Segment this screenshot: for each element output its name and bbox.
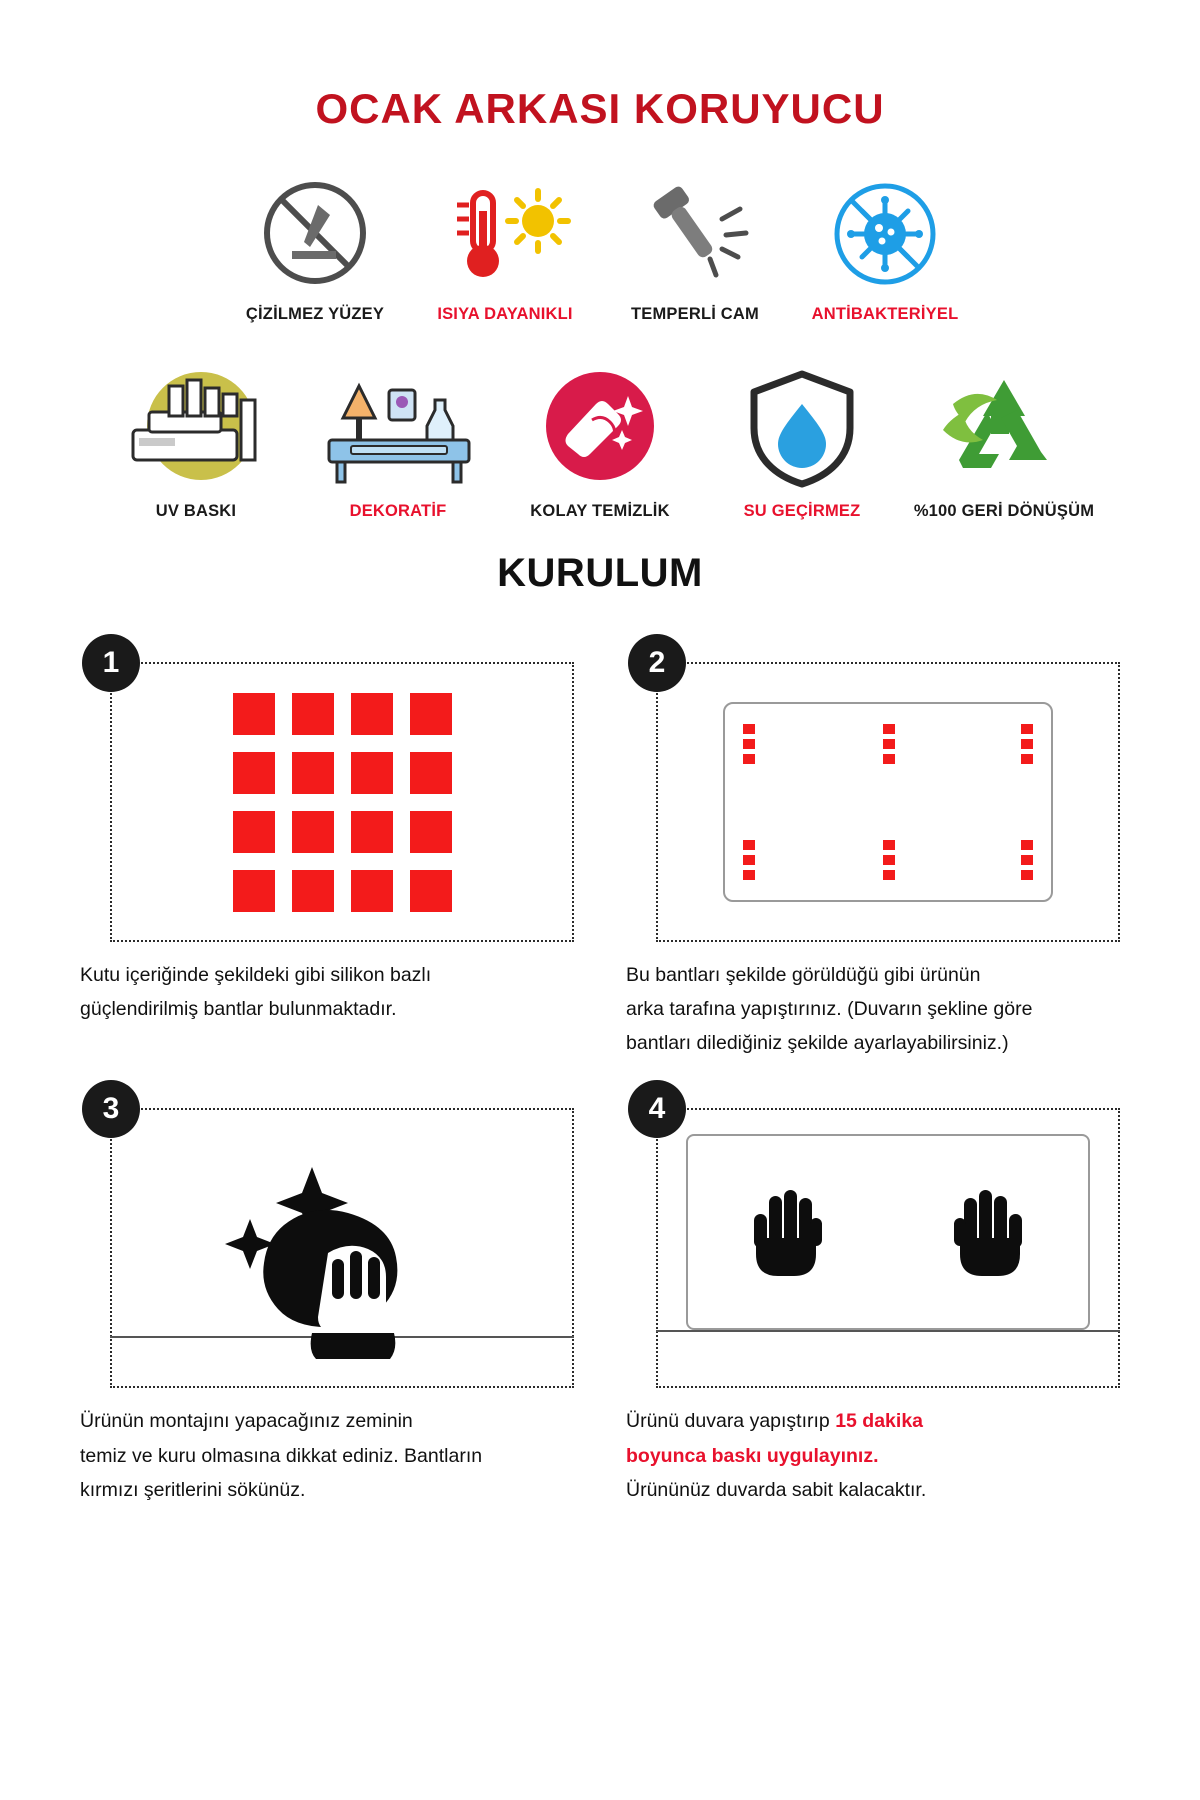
right-hand-icon [952,1184,1026,1280]
step-text-line: arka tarafına yapıştırınız. (Duvarın şekline göre [626,998,1033,1021]
floor-line [656,1330,1120,1332]
feature-label: SU GEÇİRMEZ [743,502,861,520]
feature-tempered-glass [605,175,785,324]
feature-label: DEKORATİF [349,502,447,520]
step-number-badge: 3 [82,1080,140,1138]
decorative-table-icon [311,364,486,492]
step-2 [626,636,1120,1060]
easy-clean-icon [530,364,670,492]
panel-back-tapes-illustration [723,702,1053,902]
step-4-text [626,1404,1120,1506]
step-text-line [626,1404,1120,1438]
step-text-line: güçlendirilmiş bantlar bulunmaktadır. [80,998,397,1021]
step-2-text [626,958,1120,1060]
feature-heat-resistant [415,175,595,324]
step-1 [80,636,574,1060]
installation-steps [80,636,1120,1507]
feature-label: ISIYA DAYANIKLI [437,305,573,323]
feature-label: ANTİBAKTERİYEL [811,305,959,323]
feature-label: KOLAY TEMİZLİK [530,502,670,520]
press-hands-on-wall-illustration [686,1134,1090,1330]
feature-waterproof [704,364,900,521]
step-number-badge: 1 [82,634,140,692]
uv-printer-icon [109,364,284,492]
step-2-illustration [656,662,1120,942]
feature-row-2 [0,364,1200,521]
feature-easy-clean [502,364,698,521]
section-title: KURULUM [497,551,703,595]
step-text-line: bantları dilediğiniz şekilde ayarlayabilirsiniz.) [626,1032,1009,1055]
page-title: OCAK ARKASI KORUYUCU [315,85,885,132]
step-3-text [80,1404,574,1506]
tempered-glass-icon [630,175,760,295]
feature-recycle [906,364,1102,521]
step-number-badge: 2 [628,634,686,692]
left-hand-icon [750,1184,824,1280]
cleaning-hand-sparkle-illustration [192,1133,492,1363]
antibacterial-icon [825,175,945,295]
tape-grid-illustration [233,693,452,912]
step-text-highlight: 15 dakika [835,1410,924,1433]
step-text-line: Ürününüz duvarda sabit kalacaktır. [626,1478,927,1501]
step-text-line: Kutu içeriğinde şekildeki gibi silikon bazlı [80,964,432,986]
step-text-line: Bu bantları şekilde görüldüğü gibi ürünün [626,964,981,986]
scratch-resistant-icon [256,175,374,295]
step-3-illustration [110,1108,574,1388]
step-1-illustration [110,662,574,942]
waterproof-shield-icon [732,364,872,492]
feature-label: ÇİZİLMEZ YÜZEY [245,305,385,323]
step-text-line: Ürünün montajını yapacağınız zeminin [80,1410,413,1433]
recycle-icon [929,364,1079,492]
feature-decorative [300,364,496,521]
feature-label: TEMPERLİ CAM [631,305,759,323]
step-4 [626,1082,1120,1506]
feature-label: UV BASKI [155,502,237,520]
feature-row-1 [0,175,1200,324]
feature-uv-print [98,364,294,521]
feature-scratch-resistant [225,175,405,324]
step-text-highlight: boyunca baskı uygulayınız. [626,1444,879,1467]
step-4-illustration [656,1108,1120,1388]
step-1-text [80,958,574,1026]
step-text-plain: Ürünü duvara yapıştırıp [626,1410,836,1433]
step-number-badge: 4 [628,1080,686,1138]
step-text-line: temiz ve kuru olmasına dikkat ediniz. Bantların [80,1444,483,1467]
step-3 [80,1082,574,1506]
feature-label: %100 GERİ DÖNÜŞÜM [913,502,1095,520]
step-text-line: kırmızı şeritlerini sökünüz. [80,1478,306,1501]
heat-resistant-icon [435,175,575,295]
feature-antibacterial [795,175,975,324]
